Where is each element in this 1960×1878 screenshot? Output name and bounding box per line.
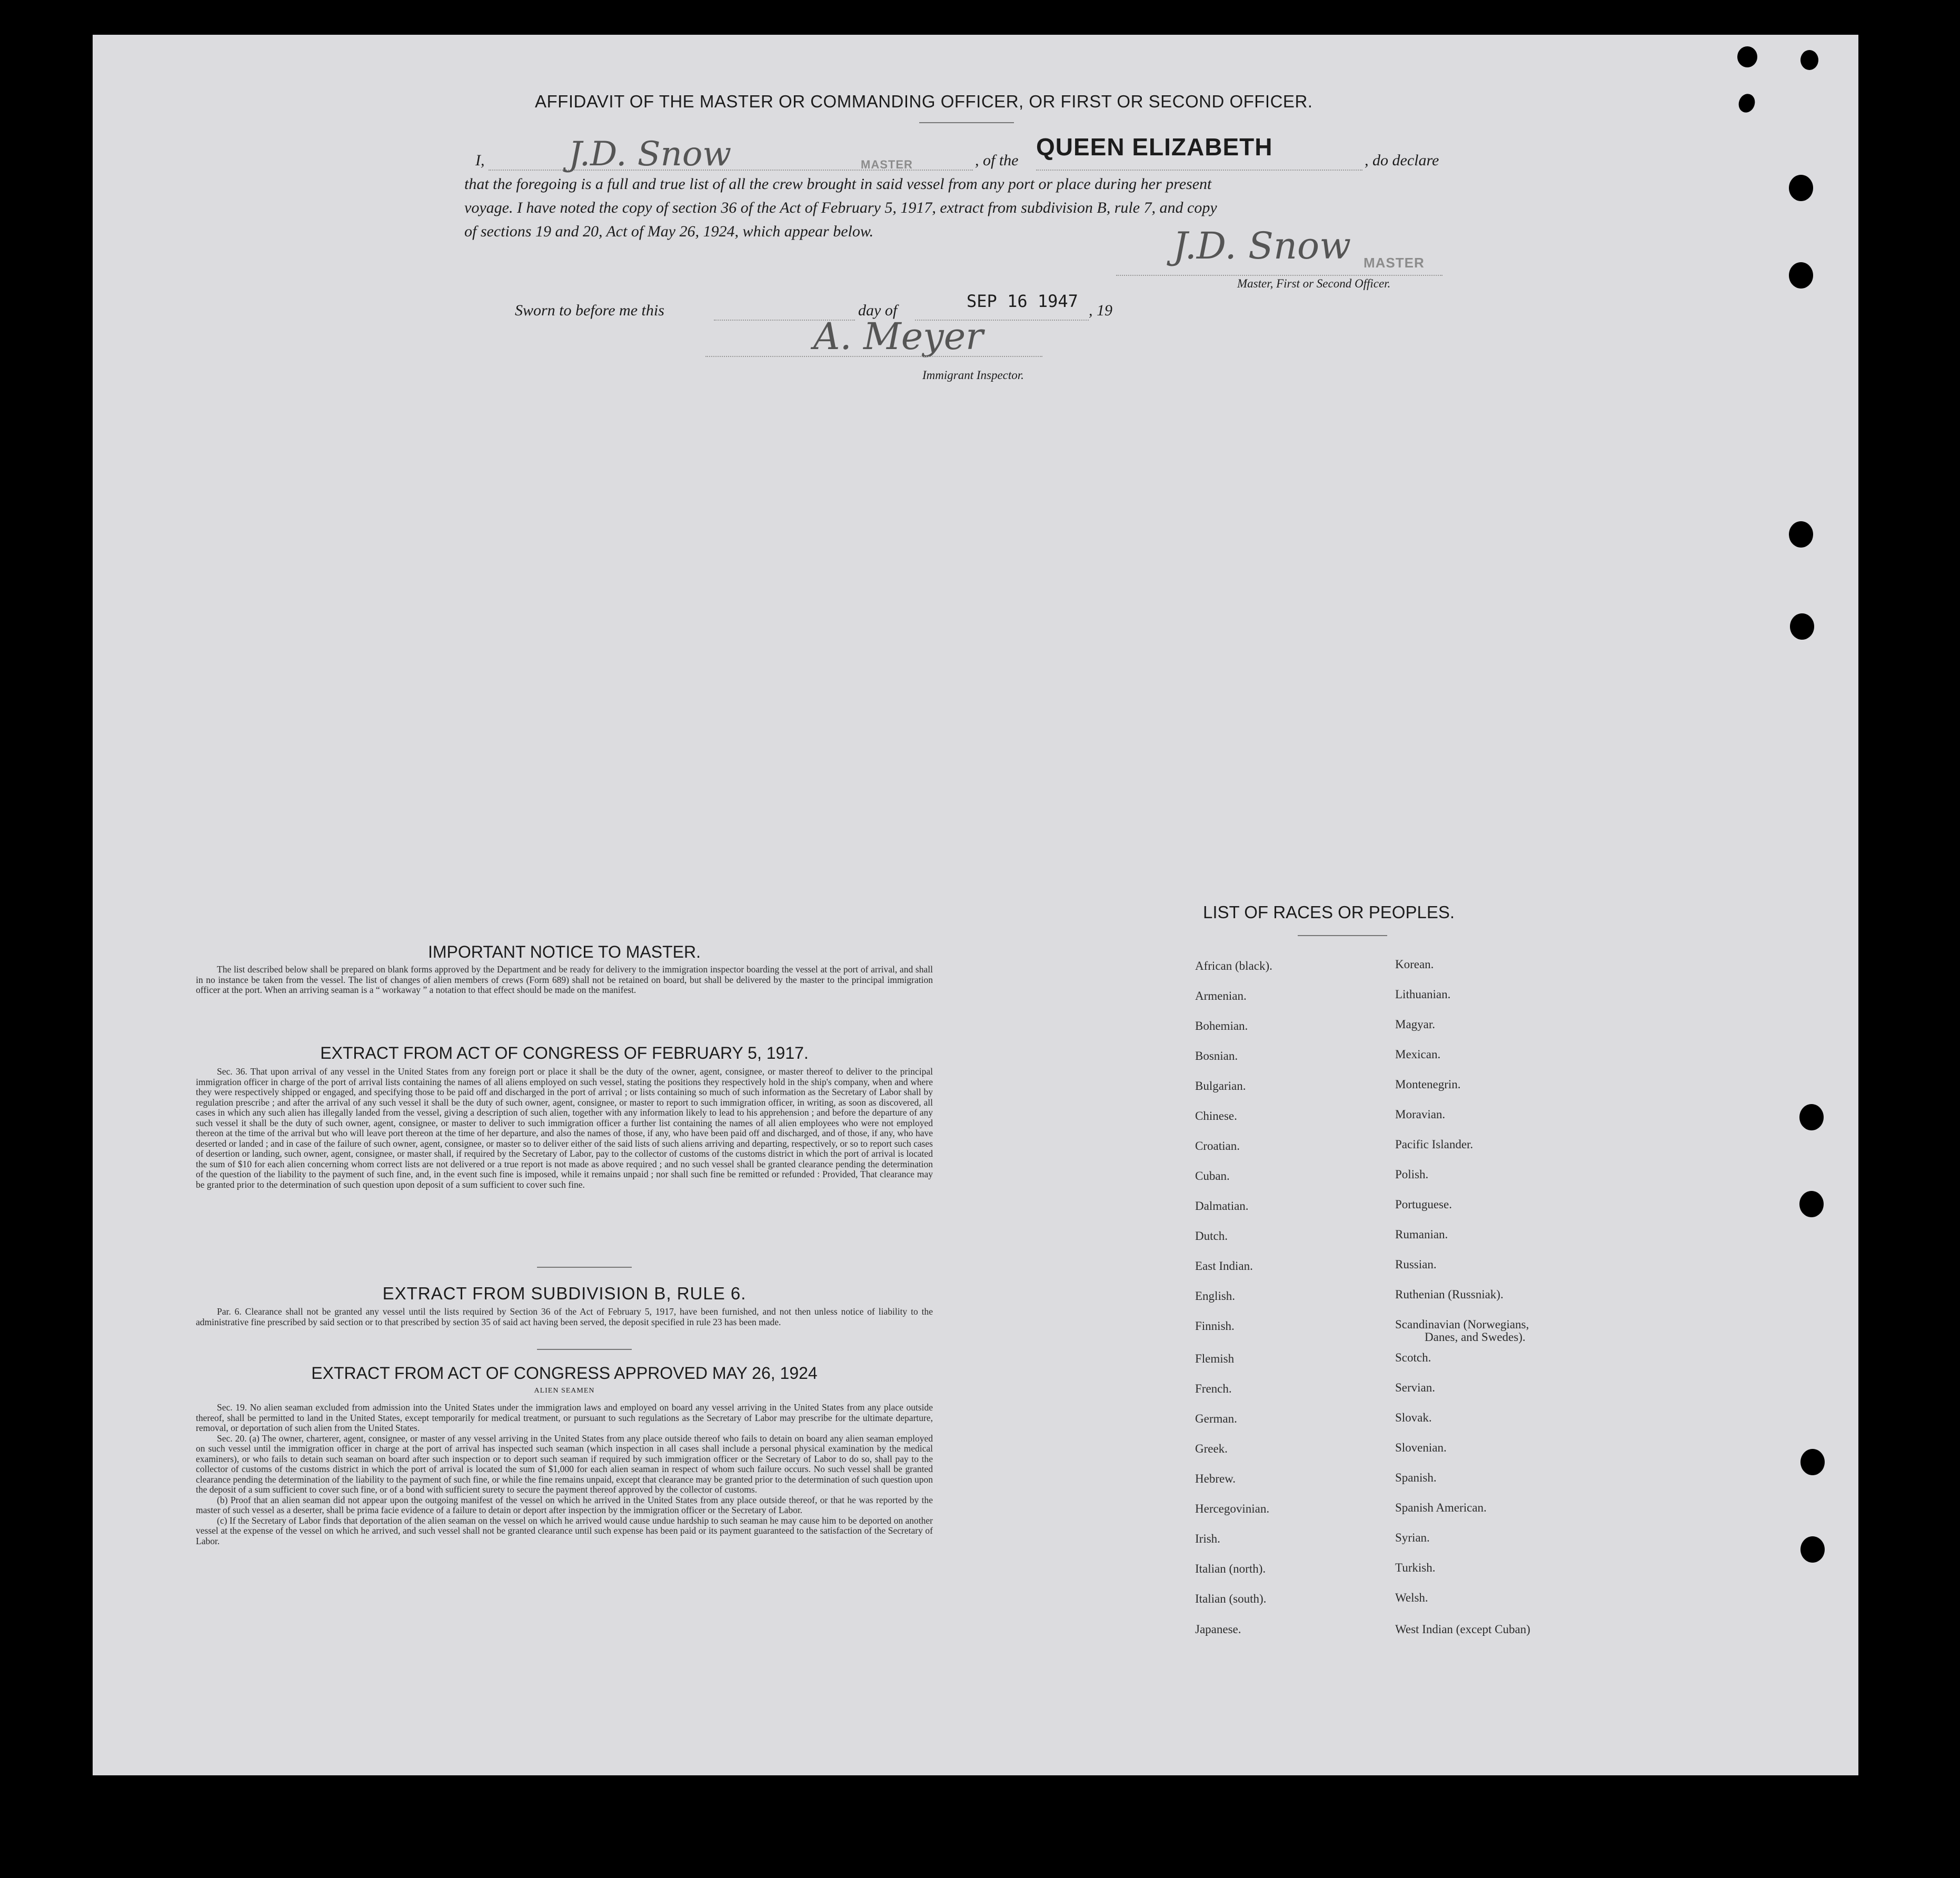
race-item: Ruthenian (Russniak). xyxy=(1395,1288,1504,1301)
race-item: Bohemian. xyxy=(1195,1019,1248,1032)
punch-hole xyxy=(1789,262,1813,289)
race-item: Welsh. xyxy=(1395,1591,1428,1604)
race-item: Finnish. xyxy=(1195,1319,1235,1333)
races-title: LIST OF RACES OR PEOPLES. xyxy=(1203,902,1455,922)
inspector-signature-line xyxy=(705,356,1042,357)
signer-signature-line1: J.D. Snow xyxy=(569,135,732,174)
of-the-label: , of the xyxy=(975,152,1019,169)
signer-signature: J.D. Snow xyxy=(1173,224,1351,267)
race-item: Turkish. xyxy=(1395,1561,1436,1574)
section-rule xyxy=(537,1349,632,1350)
extract-rule6-title: EXTRACT FROM SUBDIVISION B, RULE 6. xyxy=(382,1284,747,1303)
extract-1924-body xyxy=(196,1403,933,1546)
affidavit-title: AFFIDAVIT OF THE MASTER OR COMMANDING OFFICER, OR FIRST OR SECOND OFFICER. xyxy=(535,92,1313,111)
race-item: Lithuanian. xyxy=(1395,988,1451,1001)
vessel-name: QUEEN ELIZABETH xyxy=(1036,133,1273,161)
race-item: Moravian. xyxy=(1395,1108,1446,1121)
race-item: Pacific Islander. xyxy=(1395,1138,1474,1151)
day-of-label: day of xyxy=(858,302,898,319)
master-stamp: MASTER xyxy=(1364,255,1425,271)
race-item: Magyar. xyxy=(1395,1018,1436,1031)
race-item: Spanish American. xyxy=(1395,1501,1487,1514)
race-item: Bulgarian. xyxy=(1195,1079,1246,1092)
race-item: Polish. xyxy=(1395,1168,1429,1181)
extract-rule6-body: Par. 6. Clearance shall not be granted any vessel until the lists required by Section 36 of the Act of February 5, 1917, have been furnished, and not then unless notice of liability to the administrative fine prescribed by said section or to that prescribed by section 35 of said act having been served, the deposit specified in rule 23 has been made. xyxy=(196,1306,933,1327)
race-item: German. xyxy=(1195,1412,1237,1425)
master-caption: Master, First or Second Officer. xyxy=(1237,277,1391,290)
race-item: Armenian. xyxy=(1195,989,1247,1002)
sec-19-paragraph: Sec. 19. No alien seaman excluded from admission into the United States under the immigration laws and employed on board any vessel arriving in the United States from any place outside thereof, shall be permitted to land in the United States, except temporarily for medical treatment, or pursuant to such regulations as the Secretary of Labor may prescribe for the ultimate departure, removal, or deportation of such alien from the United States. xyxy=(196,1402,933,1433)
inspector-signature: A. Meyer xyxy=(813,315,983,358)
race-item: Irish. xyxy=(1195,1532,1220,1545)
race-item: Italian (north). xyxy=(1195,1562,1266,1575)
i-label: I, xyxy=(475,152,485,169)
punch-hole xyxy=(1737,46,1757,67)
race-item-continued: Danes, and Swedes). xyxy=(1425,1330,1526,1344)
declaration-line-4: of sections 19 and 20, Act of May 26, 1924, which appear below. xyxy=(464,223,874,240)
race-item: Bosnian. xyxy=(1195,1049,1238,1062)
extract-1917-body: Sec. 36. That upon arrival of any vessel in the United States from any foreign port or place it shall be the duty of the owner, agent, consignee, or master thereof to deliver to the principal immigration officer in charge of the port of arrival lists containing the names of all aliens employed on such vessel, stating the positions they respectively hold in the ship's company, when and where they were respectively shipped or engaged, and specifying those to be paid off and discharged in the port of arrival ; or lists containing so much of such information as the Secretary of Labor shall by regulation prescribe ; and after the arrival of any such vessel it shall be the duty of such owner, agent, consignee, or master to report to such immigration officer, in writing, as soon as discovered, all cases in which any such alien has illegally landed from the vessel, giving a description of such alien, together with any information likely to lead to his apprehension ; and before the departure of any such vessel it shall be the duty of such owner, agent, consignee, or master to deliver to such immigration officer a further list containing the names of all alien employees who were not employed thereon at the time of the arrival but who will leave port thereon at the time of her departure, and also the names of those, if any, who have been paid off and discharged, and of those, if any, who have deserted or landed ; and in case of the failure of such owner, agent, consignee, or master so to deliver either of the said lists of such aliens arriving and departing, respectively, or so to report such cases of desertion or landing, such owner, agent, consignee, or master shall, if required by the Secretary of Labor, pay to the collector of customs of the customs district in which the port of arrival is located the sum of $10 for each alien concerning whom correct lists are not delivered or a true report is not made as above required ; and no such vessel shall be granted clearance pending the determination of the question of the liability to the payment of such fine, and, in the event such fine is imposed, while it remains unpaid ; nor shall such fine be remitted or refunded : Provided, That clearance may be granted prior to the determination of such question upon deposit of a sum sufficient to cover such fine. xyxy=(196,1066,933,1190)
race-item: Dalmatian. xyxy=(1195,1199,1249,1213)
inspector-caption: Immigrant Inspector. xyxy=(922,369,1024,382)
race-item: Montenegrin. xyxy=(1395,1078,1461,1091)
notice-body: The list described below shall be prepared on blank forms approved by the Department and be ready for delivery to the immigration inspector boarding the vessel at the port of arrival, and shall in no instance be taken from the vessel. The list of changes of alien members of crews (Form 689) shall not be retained on board, but shall be delivered by the master to the principal immigration officer at the port. When an arriving seaman is a “ workaway ” a notation to that effect should be made on the manifest. xyxy=(196,964,933,995)
race-item: East Indian. xyxy=(1195,1259,1253,1273)
race-item: Flemish xyxy=(1195,1352,1235,1365)
races-title-rule xyxy=(1298,935,1387,936)
vessel-dotted-line xyxy=(1036,170,1362,171)
do-declare-label: , do declare xyxy=(1365,152,1439,169)
race-item: English. xyxy=(1195,1289,1236,1303)
race-item: Croatian. xyxy=(1195,1139,1240,1152)
punch-hole xyxy=(1790,613,1814,640)
punch-hole xyxy=(1789,175,1813,201)
race-item: French. xyxy=(1195,1382,1232,1395)
race-item: Servian. xyxy=(1395,1381,1436,1394)
race-item: Chinese. xyxy=(1195,1109,1237,1122)
race-item: Italian (south). xyxy=(1195,1592,1267,1605)
race-item: Russian. xyxy=(1395,1258,1437,1271)
race-item: African (black). xyxy=(1195,959,1272,972)
race-item: West Indian (except Cuban) xyxy=(1395,1623,1530,1636)
sec-20c-paragraph: (c) If the Secretary of Labor finds that deportation of the alien seaman on the vessel on which he arrived would cause undue hardship to such seaman he may cause him to be deported on another vessel at the expense of the vessel on which he arrived, and such vessel shall not be granted clearance until such expense has been paid or its payment guaranteed to the satisfaction of the Secretary of Labor. xyxy=(196,1515,933,1546)
race-item: Hercegovinian. xyxy=(1195,1502,1270,1515)
master-signature-line xyxy=(1116,275,1442,276)
title-rule xyxy=(919,122,1014,123)
race-item: Scandinavian (Norwegians, xyxy=(1395,1318,1529,1331)
punch-hole xyxy=(1800,1449,1825,1475)
race-item: Scotch. xyxy=(1395,1351,1431,1364)
year-prefix: , 19 xyxy=(1089,302,1112,319)
master-stamp-line1: MASTER xyxy=(861,158,913,171)
race-item: Cuban. xyxy=(1195,1169,1230,1183)
race-item: Dutch. xyxy=(1195,1229,1228,1243)
punch-hole xyxy=(1799,1191,1824,1217)
race-item: Korean. xyxy=(1395,958,1434,971)
race-item: Rumanian. xyxy=(1395,1228,1448,1241)
race-item: Slovenian. xyxy=(1395,1441,1447,1454)
declaration-line-2: that the foregoing is a full and true list of all the crew brought in said vessel from any port or place during her present xyxy=(464,175,1212,193)
sworn-label: Sworn to before me this xyxy=(515,302,664,319)
extract-1924-title: EXTRACT FROM ACT OF CONGRESS APPROVED MAY 26, 1924 xyxy=(311,1364,818,1383)
date-stamp: SEP 16 1947 xyxy=(967,291,1078,311)
race-item: Spanish. xyxy=(1395,1471,1437,1484)
punch-hole xyxy=(1799,1104,1824,1130)
notice-title: IMPORTANT NOTICE TO MASTER. xyxy=(428,942,701,961)
sec-20a-paragraph: Sec. 20. (a) The owner, charterer, agent, consignee, or master of any vessel arriving in the United States from any place outside thereof who fails to detain on board any alien seaman employed on such vessel until the immigration officer in charge at the port of arrival has inspected such seaman (which inspection in all cases shall include a personal physical examination by the medical examiners), or who fails to detain such seaman on board after such inspection or to deport such seaman if required by such immigration officer or the Secretary of Labor to do so, shall pay to the collector of customs of the customs district in which the port of arrival is located the sum of $1,000 for each alien seaman in respect of whom such failure occurs. No such vessel shall be granted clearance pending the determination of the liability to the payment of such fine, or while the fine remains unpaid, except that clearance may be granted prior to the determination of such question upon the deposit of a sum sufficient to cover such fine, or of a bond with sufficient surety to secure the payment thereof approved by the collector of customs. xyxy=(196,1433,933,1495)
sec-20b-paragraph: (b) Proof that an alien seaman did not appear upon the outgoing manifest of the vessel on which he arrived in the United States from any place outside thereof, or that he was reported by the master of such vessel as a deserter, shall be prima facie evidence of a failure to detain or deport after inspection by the immigration officer or the Secretary of Labor. xyxy=(196,1494,933,1515)
race-item: Japanese. xyxy=(1195,1623,1241,1636)
declaration-line-3: voyage. I have noted the copy of section 36 of the Act of February 5, 1917, extract from subdivision B, rule 7, and copy xyxy=(464,199,1217,216)
race-item: Hebrew. xyxy=(1195,1472,1236,1485)
race-item: Syrian. xyxy=(1395,1531,1430,1544)
race-item: Slovak. xyxy=(1395,1411,1432,1424)
section-rule xyxy=(537,1267,632,1268)
race-item: Mexican. xyxy=(1395,1048,1441,1061)
punch-hole xyxy=(1800,50,1818,70)
extract-1917-title: EXTRACT FROM ACT OF CONGRESS OF FEBRUARY 5, 1917. xyxy=(320,1044,809,1062)
race-item: Greek. xyxy=(1195,1442,1228,1455)
punch-hole xyxy=(1800,1536,1825,1563)
extract-1924-subtitle: ALIEN SEAMEN xyxy=(534,1387,595,1395)
punch-hole xyxy=(1789,521,1813,548)
race-item: Portuguese. xyxy=(1395,1198,1452,1211)
